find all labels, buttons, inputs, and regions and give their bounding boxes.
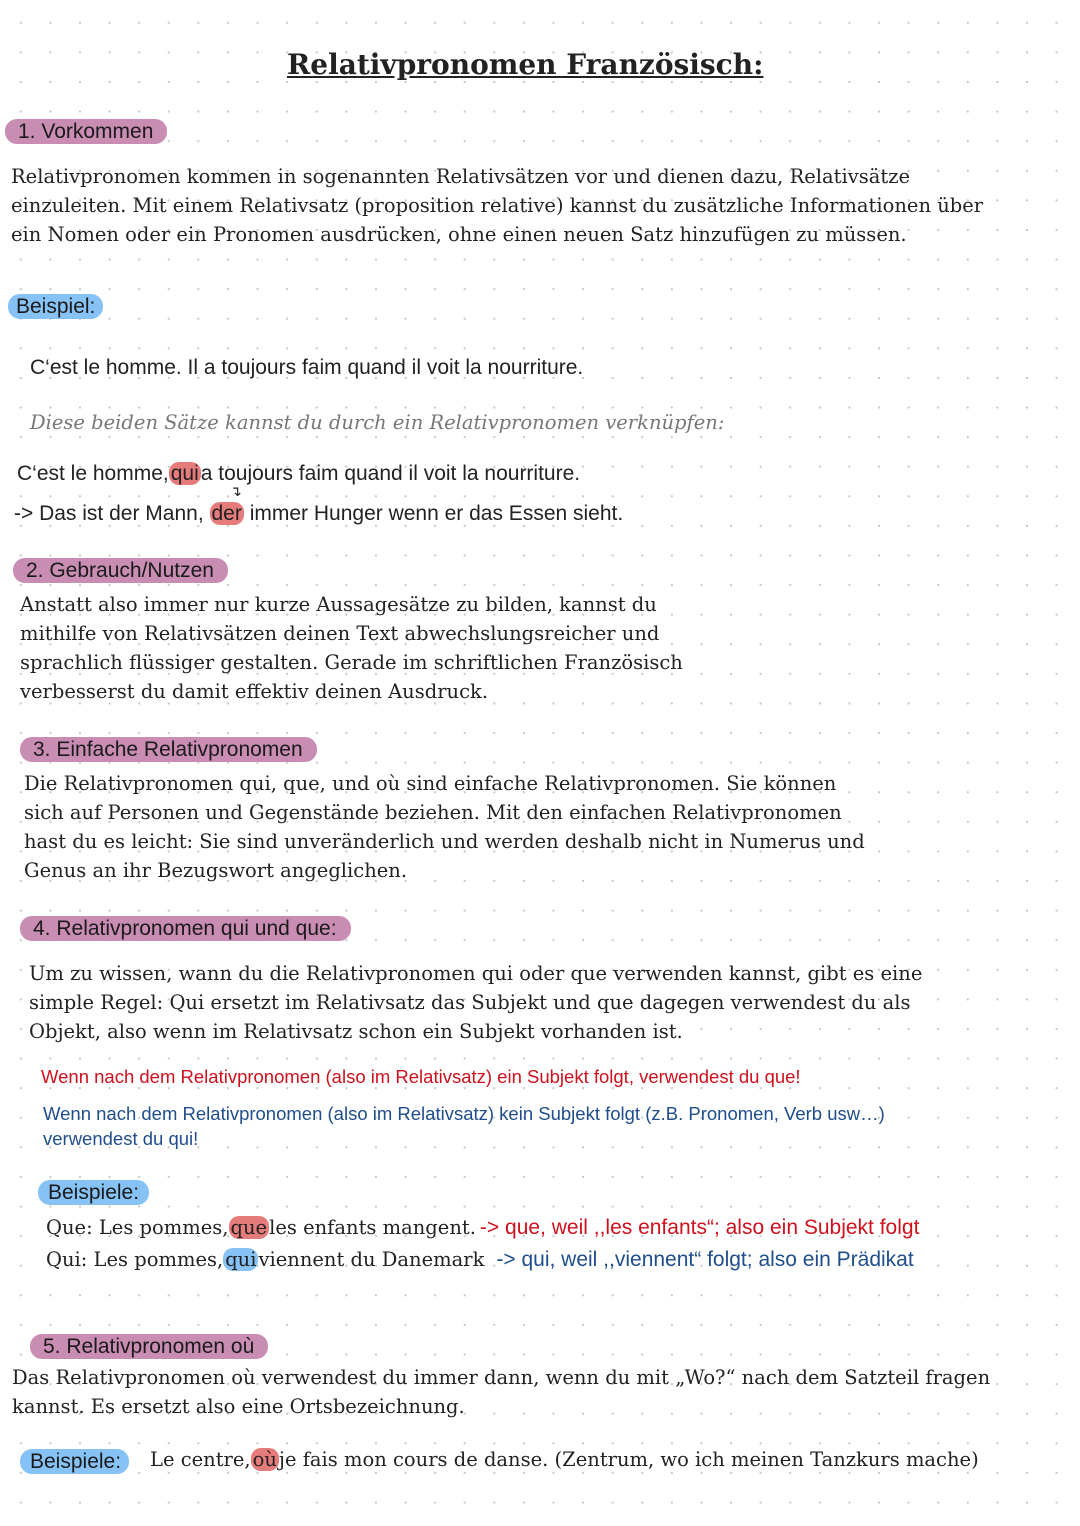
paragraph-line: einzuleiten. Mit einem Relativsatz (proposition relative) kannst du zusätzliche Informationen über bbox=[11, 194, 984, 217]
highlight-qui: qui bbox=[225, 1248, 257, 1271]
example-label: Beispiel: bbox=[8, 294, 103, 319]
section-heading-qui-que: 4. Relativpronomen qui und que: bbox=[20, 916, 351, 941]
paragraph-line: Das Relativpronomen où verwendest du immer dann, wenn du mit „Wo?“ nach dem Satzteil fragen bbox=[12, 1366, 991, 1389]
section-heading-gebrauch: 2. Gebrauch/Nutzen bbox=[13, 558, 228, 583]
highlight-que: que bbox=[230, 1216, 268, 1239]
paragraph-line: simple Regel: Qui ersetzt im Relativsatz das Subjekt und que dagegen verwendest du als bbox=[29, 991, 911, 1014]
paragraph-line: mithilfe von Relativsätzen deinen Text abwechslungsreicher und bbox=[20, 622, 660, 645]
arrow-icon: ↴ bbox=[230, 485, 242, 500]
rule-qui: Wenn nach dem Relativpronomen (also im Relativsatz) kein Subjekt folgt (z.B. Pronomen, Verb usw…) bbox=[43, 1103, 885, 1124]
highlight-qui: qui bbox=[170, 462, 199, 485]
examples-label: Beispiele: bbox=[20, 1449, 129, 1474]
example-qui: Qui: Les pommes, qui viennent du Danemark -> qui, weil ,,viennent“ folgt; also ein Prädikat bbox=[46, 1248, 914, 1271]
section-heading-vorkommen: 1. Vorkommen bbox=[5, 119, 167, 144]
section-heading-einfache: 3. Einfache Relativpronomen bbox=[20, 737, 317, 762]
paragraph-line: verbesserst du damit effektiv deinen Ausdruck. bbox=[20, 680, 489, 703]
paragraph-line: ein Nomen oder ein Pronomen ausdrücken, ohne einen neuen Satz hinzufügen zu müssen. bbox=[11, 223, 907, 246]
paragraph-line: Relativpronomen kommen in sogenannten Relativsätzen vor und dienen dazu, Relativsätze bbox=[11, 165, 911, 188]
paragraph-line: Genus an ihr Bezugswort angeglichen. bbox=[24, 859, 408, 882]
paragraph-line: Anstatt also immer nur kurze Aussagesätze zu bilden, kannst du bbox=[20, 593, 657, 616]
example-ou: Le centre, où je fais mon cours de danse. (Zentrum, wo ich meinen Tanzkurs mache) bbox=[150, 1448, 979, 1471]
example-note: Diese beiden Sätze kannst du durch ein Relativpronomen verknüpfen: bbox=[30, 411, 725, 434]
example-french: C‘est le homme,quia toujours faim quand il voit la nourriture. bbox=[17, 462, 581, 485]
page-title: Relativpronomen Französisch: bbox=[287, 48, 764, 81]
example-sentence: C‘est le homme. Il a toujours faim quand il voit la nourriture. bbox=[30, 356, 584, 379]
highlight-ou: où bbox=[252, 1448, 277, 1471]
paragraph-line: Objekt, also wenn im Relativsatz schon ein Subjekt vorhanden ist. bbox=[29, 1020, 683, 1043]
paragraph-line: sprachlich flüssiger gestalten. Gerade im schriftlichen Französisch bbox=[20, 651, 683, 674]
paragraph-line: hast du es leicht: Sie sind unveränderlich und werden deshalb nicht in Numerus und bbox=[24, 830, 865, 853]
example-que: Que: Les pommes, que les enfants mangent. -> que, weil ,,les enfants“; also ein Subjekt folgt bbox=[46, 1216, 920, 1239]
examples-label: Beispiele: bbox=[38, 1180, 149, 1205]
paragraph-line: Um zu wissen, wann du die Relativpronomen qui oder que verwenden kannst, gibt es eine bbox=[29, 962, 923, 985]
section-heading-ou: 5. Relativpronomen où bbox=[30, 1334, 268, 1359]
paragraph-line: Die Relativpronomen qui, que, und où sind einfache Relativpronomen. Sie können bbox=[24, 772, 837, 795]
rule-qui: verwendest du qui! bbox=[43, 1128, 199, 1149]
rule-que: Wenn nach dem Relativpronomen (also im Relativsatz) ein Subjekt folgt, verwendest du que! bbox=[41, 1066, 801, 1087]
paragraph-line: sich auf Personen und Gegenstände beziehen. Mit den einfachen Relativpronomen bbox=[24, 801, 842, 824]
example-german: -> Das ist der Mann, der immer Hunger wenn er das Essen sieht. bbox=[14, 502, 624, 525]
highlight-der: der bbox=[211, 502, 242, 525]
paragraph-line: kannst. Es ersetzt also eine Ortsbezeichnung. bbox=[12, 1395, 465, 1418]
